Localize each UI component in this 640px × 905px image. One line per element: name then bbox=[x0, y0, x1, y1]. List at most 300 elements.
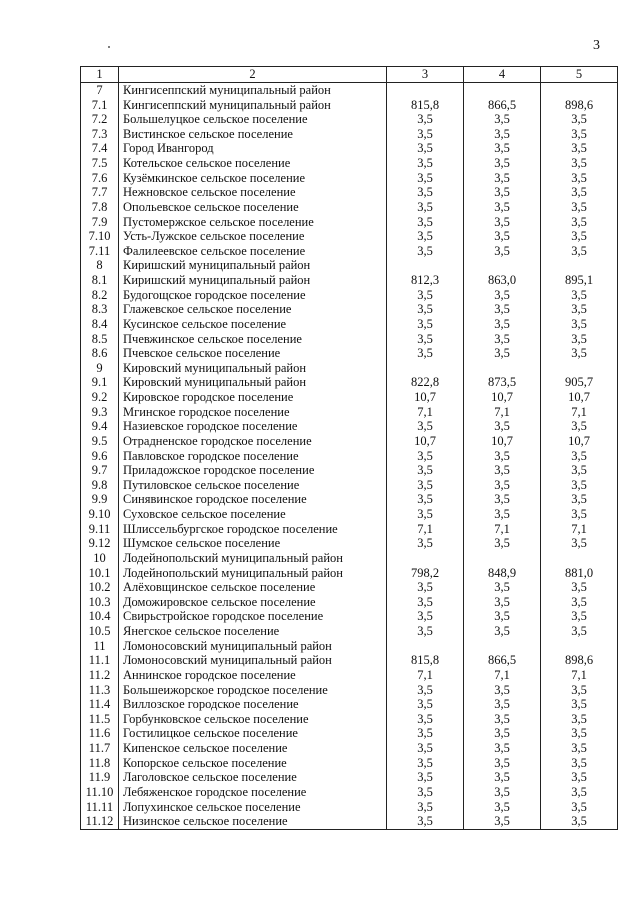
row-number-cell: 9.1 bbox=[81, 375, 119, 390]
row-number-cell: 8 bbox=[81, 258, 119, 273]
row-value-col5-cell: 3,5 bbox=[541, 478, 618, 493]
row-value-col5-cell: 3,5 bbox=[541, 507, 618, 522]
row-value-col3-cell: 3,5 bbox=[387, 346, 464, 361]
row-value-col5-cell: 3,5 bbox=[541, 741, 618, 756]
row-value-col5-cell: 3,5 bbox=[541, 682, 618, 697]
row-value-col5-cell: 3,5 bbox=[541, 799, 618, 814]
header-col-5: 5 bbox=[541, 67, 618, 83]
row-name-cell: Кингисеппский муниципальный район bbox=[119, 97, 387, 112]
table-row bbox=[81, 141, 618, 156]
row-value-col3-cell: 3,5 bbox=[387, 302, 464, 317]
row-name-cell: Синявинское городское поселение bbox=[119, 492, 387, 507]
row-value-col4-cell: 3,5 bbox=[464, 448, 541, 463]
table-row bbox=[81, 185, 618, 200]
row-name-cell: Шумское сельское поселение bbox=[119, 536, 387, 551]
row-value-col4-cell: 3,5 bbox=[464, 712, 541, 727]
row-value-col3-cell: 3,5 bbox=[387, 814, 464, 829]
row-value-col5-cell: 3,5 bbox=[541, 419, 618, 434]
row-value-col4-cell bbox=[464, 258, 541, 273]
table-row bbox=[81, 448, 618, 463]
row-value-col4-cell: 3,5 bbox=[464, 141, 541, 156]
row-value-col5-cell: 3,5 bbox=[541, 214, 618, 229]
row-number-cell: 11.7 bbox=[81, 741, 119, 756]
table-row bbox=[81, 273, 618, 288]
row-value-col4-cell: 848,9 bbox=[464, 565, 541, 580]
row-value-col3-cell bbox=[387, 82, 464, 97]
row-value-col4-cell: 3,5 bbox=[464, 127, 541, 142]
row-name-cell: Суховское сельское поселение bbox=[119, 507, 387, 522]
row-name-cell: Киришский муниципальный район bbox=[119, 273, 387, 288]
row-value-col3-cell bbox=[387, 258, 464, 273]
row-name-cell: Пустомержское сельское поселение bbox=[119, 214, 387, 229]
header-col-3: 3 bbox=[387, 67, 464, 83]
row-value-col3-cell: 3,5 bbox=[387, 229, 464, 244]
row-value-col3-cell: 3,5 bbox=[387, 624, 464, 639]
row-value-col3-cell: 3,5 bbox=[387, 317, 464, 332]
row-value-col5-cell: 895,1 bbox=[541, 273, 618, 288]
row-value-col4-cell: 863,0 bbox=[464, 273, 541, 288]
header-col-2: 2 bbox=[119, 67, 387, 83]
table-row bbox=[81, 229, 618, 244]
row-number-cell: 7.5 bbox=[81, 156, 119, 171]
row-value-col3-cell: 3,5 bbox=[387, 419, 464, 434]
row-number-cell: 10.3 bbox=[81, 595, 119, 610]
table-row bbox=[81, 551, 618, 566]
row-value-col5-cell: 3,5 bbox=[541, 712, 618, 727]
row-number-cell: 8.5 bbox=[81, 331, 119, 346]
row-number-cell: 7.1 bbox=[81, 97, 119, 112]
row-value-col5-cell: 3,5 bbox=[541, 624, 618, 639]
row-value-col3-cell: 3,5 bbox=[387, 448, 464, 463]
row-value-col5-cell: 3,5 bbox=[541, 185, 618, 200]
row-value-col4-cell: 3,5 bbox=[464, 331, 541, 346]
row-value-col4-cell: 3,5 bbox=[464, 478, 541, 493]
row-name-cell: Киришский муниципальный район bbox=[119, 258, 387, 273]
row-number-cell: 9.6 bbox=[81, 448, 119, 463]
row-number-cell: 8.1 bbox=[81, 273, 119, 288]
row-value-col5-cell bbox=[541, 551, 618, 566]
row-name-cell: Аннинское городское поселение bbox=[119, 668, 387, 683]
row-value-col4-cell: 873,5 bbox=[464, 375, 541, 390]
table-row bbox=[81, 536, 618, 551]
row-value-col5-cell: 3,5 bbox=[541, 609, 618, 624]
table-row bbox=[81, 785, 618, 800]
row-name-cell: Отрадненское городское поселение bbox=[119, 434, 387, 449]
table-row bbox=[81, 478, 618, 493]
row-value-col5-cell: 3,5 bbox=[541, 726, 618, 741]
row-value-col3-cell: 3,5 bbox=[387, 112, 464, 127]
row-value-col5-cell: 881,0 bbox=[541, 565, 618, 580]
row-name-cell: Нежновское сельское поселение bbox=[119, 185, 387, 200]
table-row bbox=[81, 127, 618, 142]
table-row bbox=[81, 682, 618, 697]
row-number-cell: 11.3 bbox=[81, 682, 119, 697]
row-number-cell: 11.8 bbox=[81, 755, 119, 770]
row-value-col3-cell: 7,1 bbox=[387, 404, 464, 419]
row-value-col3-cell: 3,5 bbox=[387, 741, 464, 756]
row-name-cell: Лодейнопольский муниципальный район bbox=[119, 565, 387, 580]
data-table bbox=[80, 66, 618, 830]
row-number-cell: 7.10 bbox=[81, 229, 119, 244]
row-name-cell: Назиевское городское поселение bbox=[119, 419, 387, 434]
row-name-cell: Кузёмкинское сельское поселение bbox=[119, 170, 387, 185]
table-row bbox=[81, 82, 618, 97]
row-value-col3-cell: 3,5 bbox=[387, 755, 464, 770]
row-number-cell: 7.7 bbox=[81, 185, 119, 200]
row-number-cell: 9.7 bbox=[81, 463, 119, 478]
row-value-col4-cell: 3,5 bbox=[464, 682, 541, 697]
row-value-col4-cell: 866,5 bbox=[464, 97, 541, 112]
scan-speck bbox=[108, 46, 110, 48]
row-value-col4-cell: 3,5 bbox=[464, 302, 541, 317]
table-row bbox=[81, 624, 618, 639]
row-value-col4-cell: 3,5 bbox=[464, 697, 541, 712]
row-name-cell: Павловское городское поселение bbox=[119, 448, 387, 463]
row-name-cell: Фалилеевское сельское поселение bbox=[119, 244, 387, 259]
row-number-cell: 7.9 bbox=[81, 214, 119, 229]
row-name-cell: Кировский муниципальный район bbox=[119, 375, 387, 390]
row-value-col3-cell: 3,5 bbox=[387, 214, 464, 229]
row-number-cell: 9.2 bbox=[81, 390, 119, 405]
table-row bbox=[81, 463, 618, 478]
row-number-cell: 9.12 bbox=[81, 536, 119, 551]
row-name-cell: Город Ивангород bbox=[119, 141, 387, 156]
table-row bbox=[81, 507, 618, 522]
row-value-col4-cell bbox=[464, 638, 541, 653]
row-value-col4-cell: 3,5 bbox=[464, 244, 541, 259]
row-value-col4-cell: 10,7 bbox=[464, 434, 541, 449]
row-value-col3-cell: 3,5 bbox=[387, 331, 464, 346]
table-row bbox=[81, 697, 618, 712]
row-value-col4-cell: 3,5 bbox=[464, 419, 541, 434]
row-number-cell: 11.10 bbox=[81, 785, 119, 800]
row-value-col3-cell: 3,5 bbox=[387, 244, 464, 259]
table-row bbox=[81, 712, 618, 727]
row-value-col4-cell: 3,5 bbox=[464, 507, 541, 522]
row-number-cell: 9.11 bbox=[81, 521, 119, 536]
table-row bbox=[81, 170, 618, 185]
table-row bbox=[81, 112, 618, 127]
row-number-cell: 7.4 bbox=[81, 141, 119, 156]
row-value-col5-cell bbox=[541, 82, 618, 97]
row-value-col5-cell bbox=[541, 638, 618, 653]
row-value-col3-cell: 798,2 bbox=[387, 565, 464, 580]
row-number-cell: 7 bbox=[81, 82, 119, 97]
row-value-col3-cell: 3,5 bbox=[387, 785, 464, 800]
row-value-col4-cell: 3,5 bbox=[464, 229, 541, 244]
row-value-col3-cell: 3,5 bbox=[387, 595, 464, 610]
row-value-col3-cell: 10,7 bbox=[387, 434, 464, 449]
table-row bbox=[81, 595, 618, 610]
table-row bbox=[81, 390, 618, 405]
row-number-cell: 7.6 bbox=[81, 170, 119, 185]
row-value-col5-cell: 3,5 bbox=[541, 200, 618, 215]
row-number-cell: 10.2 bbox=[81, 580, 119, 595]
row-value-col3-cell: 812,3 bbox=[387, 273, 464, 288]
row-name-cell: Свирьстройское городское поселение bbox=[119, 609, 387, 624]
row-name-cell: Доможировское сельское поселение bbox=[119, 595, 387, 610]
row-number-cell: 8.6 bbox=[81, 346, 119, 361]
row-name-cell: Кипенское сельское поселение bbox=[119, 741, 387, 756]
row-value-col3-cell bbox=[387, 638, 464, 653]
table-row bbox=[81, 287, 618, 302]
row-name-cell: Котельское сельское поселение bbox=[119, 156, 387, 171]
row-value-col3-cell: 3,5 bbox=[387, 287, 464, 302]
row-name-cell: Лопухинское сельское поселение bbox=[119, 799, 387, 814]
table-row bbox=[81, 741, 618, 756]
row-number-cell: 7.8 bbox=[81, 200, 119, 215]
row-value-col3-cell: 7,1 bbox=[387, 668, 464, 683]
row-value-col3-cell: 3,5 bbox=[387, 200, 464, 215]
table-row bbox=[81, 156, 618, 171]
row-name-cell: Шлиссельбургское городское поселение bbox=[119, 521, 387, 536]
row-name-cell: Лаголовское сельское поселение bbox=[119, 770, 387, 785]
row-value-col4-cell: 3,5 bbox=[464, 770, 541, 785]
table-row bbox=[81, 419, 618, 434]
row-number-cell: 7.3 bbox=[81, 127, 119, 142]
row-value-col4-cell: 3,5 bbox=[464, 200, 541, 215]
row-value-col3-cell: 3,5 bbox=[387, 536, 464, 551]
table-row bbox=[81, 434, 618, 449]
row-value-col5-cell: 3,5 bbox=[541, 287, 618, 302]
row-value-col3-cell: 3,5 bbox=[387, 170, 464, 185]
row-value-col3-cell: 3,5 bbox=[387, 156, 464, 171]
row-number-cell: 11.9 bbox=[81, 770, 119, 785]
row-value-col4-cell bbox=[464, 551, 541, 566]
row-value-col3-cell: 822,8 bbox=[387, 375, 464, 390]
row-name-cell: Будогощское городское поселение bbox=[119, 287, 387, 302]
table-row bbox=[81, 638, 618, 653]
row-name-cell: Опольевское сельское поселение bbox=[119, 200, 387, 215]
row-value-col5-cell: 3,5 bbox=[541, 580, 618, 595]
row-number-cell: 11.2 bbox=[81, 668, 119, 683]
row-number-cell: 9.3 bbox=[81, 404, 119, 419]
row-value-col5-cell: 3,5 bbox=[541, 141, 618, 156]
table-row bbox=[81, 404, 618, 419]
row-number-cell: 9.9 bbox=[81, 492, 119, 507]
row-value-col3-cell: 3,5 bbox=[387, 141, 464, 156]
row-name-cell: Янегское сельское поселение bbox=[119, 624, 387, 639]
table-row bbox=[81, 521, 618, 536]
row-value-col4-cell bbox=[464, 82, 541, 97]
row-value-col5-cell: 3,5 bbox=[541, 814, 618, 829]
row-value-col4-cell: 3,5 bbox=[464, 785, 541, 800]
row-value-col3-cell: 3,5 bbox=[387, 127, 464, 142]
row-number-cell: 11.11 bbox=[81, 799, 119, 814]
row-name-cell: Кингисеппский муниципальный район bbox=[119, 82, 387, 97]
row-value-col3-cell: 10,7 bbox=[387, 390, 464, 405]
row-name-cell: Вистинское сельское поселение bbox=[119, 127, 387, 142]
row-value-col5-cell bbox=[541, 258, 618, 273]
row-value-col3-cell: 3,5 bbox=[387, 726, 464, 741]
row-value-col5-cell: 3,5 bbox=[541, 595, 618, 610]
row-value-col4-cell: 10,7 bbox=[464, 390, 541, 405]
row-value-col5-cell: 3,5 bbox=[541, 755, 618, 770]
table-body bbox=[81, 82, 618, 829]
row-number-cell: 11.5 bbox=[81, 712, 119, 727]
table-row bbox=[81, 492, 618, 507]
row-value-col4-cell: 7,1 bbox=[464, 404, 541, 419]
row-value-col3-cell: 3,5 bbox=[387, 799, 464, 814]
row-value-col4-cell: 3,5 bbox=[464, 755, 541, 770]
table-row bbox=[81, 565, 618, 580]
row-name-cell: Лодейнопольский муниципальный район bbox=[119, 551, 387, 566]
row-value-col5-cell: 905,7 bbox=[541, 375, 618, 390]
row-value-col4-cell: 3,5 bbox=[464, 741, 541, 756]
table-row bbox=[81, 580, 618, 595]
table-row bbox=[81, 726, 618, 741]
row-name-cell: Путиловское сельское поселение bbox=[119, 478, 387, 493]
row-value-col4-cell: 3,5 bbox=[464, 317, 541, 332]
row-value-col4-cell: 7,1 bbox=[464, 521, 541, 536]
table-row bbox=[81, 97, 618, 112]
row-name-cell: Пчевское сельское поселение bbox=[119, 346, 387, 361]
row-value-col4-cell: 3,5 bbox=[464, 346, 541, 361]
row-value-col4-cell: 3,5 bbox=[464, 536, 541, 551]
table-header bbox=[81, 67, 618, 83]
row-value-col4-cell: 3,5 bbox=[464, 170, 541, 185]
row-value-col3-cell: 7,1 bbox=[387, 521, 464, 536]
row-value-col5-cell: 7,1 bbox=[541, 404, 618, 419]
row-value-col5-cell: 3,5 bbox=[541, 112, 618, 127]
row-number-cell: 11.12 bbox=[81, 814, 119, 829]
table-row bbox=[81, 609, 618, 624]
row-number-cell: 10.1 bbox=[81, 565, 119, 580]
row-value-col4-cell: 3,5 bbox=[464, 609, 541, 624]
row-value-col4-cell: 3,5 bbox=[464, 624, 541, 639]
row-number-cell: 11.4 bbox=[81, 697, 119, 712]
row-name-cell: Алёховщинское сельское поселение bbox=[119, 580, 387, 595]
table-row bbox=[81, 244, 618, 259]
row-value-col4-cell: 3,5 bbox=[464, 799, 541, 814]
table-row bbox=[81, 755, 618, 770]
row-number-cell: 10.4 bbox=[81, 609, 119, 624]
table-row bbox=[81, 799, 618, 814]
row-number-cell: 9.10 bbox=[81, 507, 119, 522]
row-number-cell: 8.2 bbox=[81, 287, 119, 302]
row-value-col3-cell bbox=[387, 361, 464, 376]
row-name-cell: Лебяженское городское поселение bbox=[119, 785, 387, 800]
row-name-cell: Низинское сельское поселение bbox=[119, 814, 387, 829]
table-row bbox=[81, 317, 618, 332]
table-row bbox=[81, 302, 618, 317]
row-value-col5-cell: 3,5 bbox=[541, 448, 618, 463]
row-value-col3-cell: 3,5 bbox=[387, 507, 464, 522]
row-value-col5-cell: 3,5 bbox=[541, 127, 618, 142]
row-name-cell: Гостилицкое сельское поселение bbox=[119, 726, 387, 741]
row-value-col4-cell: 7,1 bbox=[464, 668, 541, 683]
row-value-col4-cell: 3,5 bbox=[464, 463, 541, 478]
row-name-cell: Приладожское городское поселение bbox=[119, 463, 387, 478]
page-number: 3 bbox=[593, 38, 600, 53]
row-value-col4-cell: 866,5 bbox=[464, 653, 541, 668]
row-number-cell: 11.6 bbox=[81, 726, 119, 741]
row-name-cell: Большелуцкое сельское поселение bbox=[119, 112, 387, 127]
row-value-col4-cell: 3,5 bbox=[464, 156, 541, 171]
row-value-col5-cell: 7,1 bbox=[541, 668, 618, 683]
row-value-col3-cell: 3,5 bbox=[387, 478, 464, 493]
row-number-cell: 9.5 bbox=[81, 434, 119, 449]
row-value-col5-cell: 3,5 bbox=[541, 346, 618, 361]
row-name-cell: Большеижорское городское поселение bbox=[119, 682, 387, 697]
table-row bbox=[81, 814, 618, 829]
row-number-cell: 8.3 bbox=[81, 302, 119, 317]
row-name-cell: Пчевжинское сельское поселение bbox=[119, 331, 387, 346]
row-value-col4-cell: 3,5 bbox=[464, 214, 541, 229]
row-value-col4-cell: 3,5 bbox=[464, 492, 541, 507]
row-value-col3-cell bbox=[387, 551, 464, 566]
row-value-col5-cell: 3,5 bbox=[541, 770, 618, 785]
row-name-cell: Ломоносовский муниципальный район bbox=[119, 638, 387, 653]
row-name-cell: Копорское сельское поселение bbox=[119, 755, 387, 770]
row-value-col5-cell: 3,5 bbox=[541, 697, 618, 712]
row-value-col3-cell: 3,5 bbox=[387, 712, 464, 727]
row-number-cell: 10 bbox=[81, 551, 119, 566]
header-row bbox=[81, 67, 618, 83]
table-row bbox=[81, 653, 618, 668]
row-value-col5-cell: 3,5 bbox=[541, 463, 618, 478]
row-value-col4-cell bbox=[464, 361, 541, 376]
row-name-cell: Горбунковское сельское поселение bbox=[119, 712, 387, 727]
table-row bbox=[81, 331, 618, 346]
table-row bbox=[81, 200, 618, 215]
table-row bbox=[81, 214, 618, 229]
row-name-cell: Ломоносовский муниципальный район bbox=[119, 653, 387, 668]
row-value-col4-cell: 3,5 bbox=[464, 112, 541, 127]
row-value-col5-cell: 898,6 bbox=[541, 97, 618, 112]
row-value-col5-cell: 3,5 bbox=[541, 229, 618, 244]
row-number-cell: 9 bbox=[81, 361, 119, 376]
table-row bbox=[81, 668, 618, 683]
row-value-col5-cell: 10,7 bbox=[541, 434, 618, 449]
table-row bbox=[81, 770, 618, 785]
row-name-cell: Виллозское городское поселение bbox=[119, 697, 387, 712]
row-number-cell: 11 bbox=[81, 638, 119, 653]
row-number-cell: 9.4 bbox=[81, 419, 119, 434]
row-value-col4-cell: 3,5 bbox=[464, 814, 541, 829]
row-value-col5-cell: 3,5 bbox=[541, 331, 618, 346]
row-value-col5-cell: 898,6 bbox=[541, 653, 618, 668]
row-value-col3-cell: 3,5 bbox=[387, 492, 464, 507]
row-name-cell: Кировский муниципальный район bbox=[119, 361, 387, 376]
row-number-cell: 11.1 bbox=[81, 653, 119, 668]
row-value-col3-cell: 3,5 bbox=[387, 185, 464, 200]
row-name-cell: Глажевское сельское поселение bbox=[119, 302, 387, 317]
table-row bbox=[81, 346, 618, 361]
table-row bbox=[81, 258, 618, 273]
row-value-col5-cell: 3,5 bbox=[541, 244, 618, 259]
row-value-col4-cell: 3,5 bbox=[464, 580, 541, 595]
row-value-col4-cell: 3,5 bbox=[464, 726, 541, 741]
row-value-col5-cell: 3,5 bbox=[541, 156, 618, 171]
row-name-cell: Кусинское сельское поселение bbox=[119, 317, 387, 332]
row-number-cell: 8.4 bbox=[81, 317, 119, 332]
row-value-col5-cell: 3,5 bbox=[541, 492, 618, 507]
row-value-col3-cell: 3,5 bbox=[387, 697, 464, 712]
row-value-col3-cell: 815,8 bbox=[387, 97, 464, 112]
table-row bbox=[81, 361, 618, 376]
row-value-col3-cell: 3,5 bbox=[387, 682, 464, 697]
row-value-col3-cell: 3,5 bbox=[387, 463, 464, 478]
header-col-4: 4 bbox=[464, 67, 541, 83]
row-value-col3-cell: 3,5 bbox=[387, 609, 464, 624]
header-col-1: 1 bbox=[81, 67, 119, 83]
row-value-col3-cell: 815,8 bbox=[387, 653, 464, 668]
row-value-col5-cell: 3,5 bbox=[541, 302, 618, 317]
row-value-col5-cell: 3,5 bbox=[541, 170, 618, 185]
row-value-col5-cell: 3,5 bbox=[541, 536, 618, 551]
row-number-cell: 7.11 bbox=[81, 244, 119, 259]
